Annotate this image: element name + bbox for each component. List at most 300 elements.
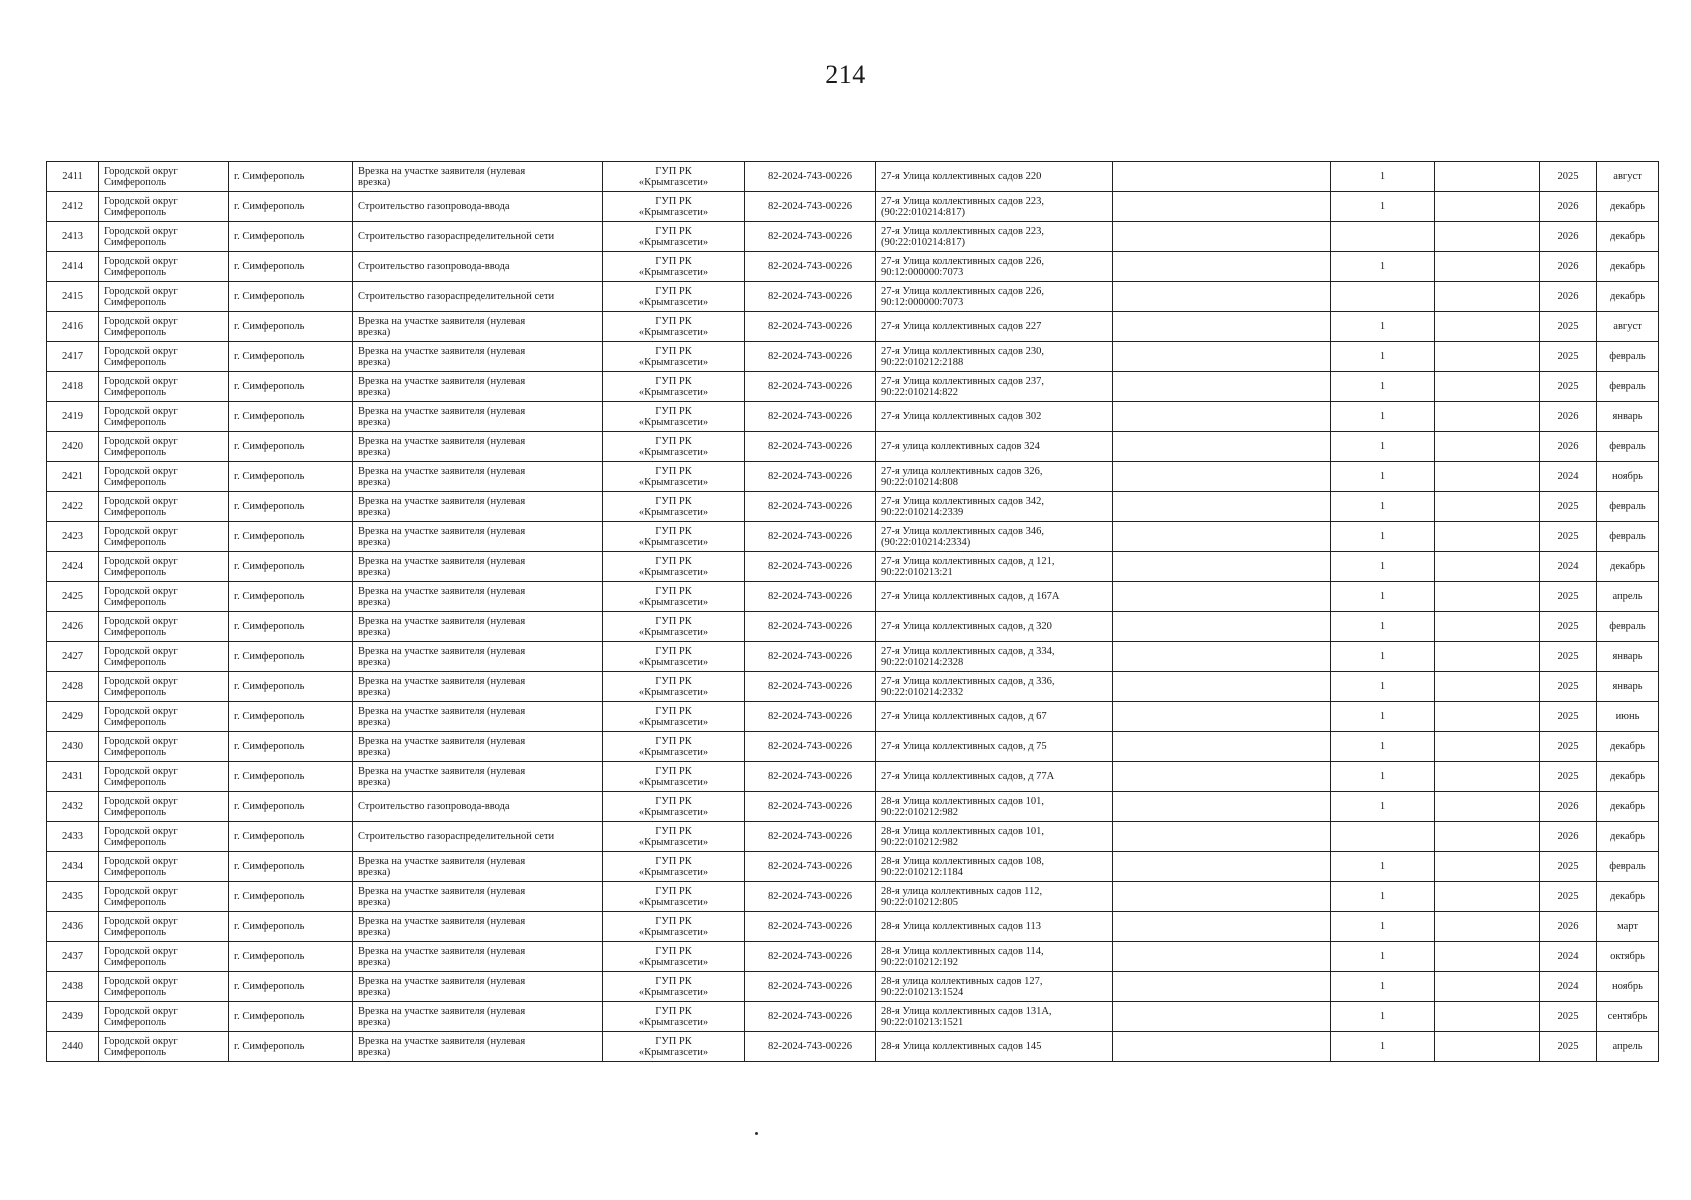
year-cell: 2025 <box>1540 1002 1597 1032</box>
work-type-cell <box>353 252 603 282</box>
address-cell-line: (90:22:010214:2334) <box>881 536 971 548</box>
year-cell: 2025 <box>1540 732 1597 762</box>
row-number-cell: 2423 <box>47 522 99 552</box>
count-cell: 1 <box>1331 1002 1435 1032</box>
district-cell <box>99 402 229 432</box>
organization-cell-line: ГУП РК <box>655 675 692 687</box>
count-cell <box>1331 222 1435 252</box>
work-type-cell-line: Врезка на участке заявителя (нулевая <box>358 915 526 927</box>
organization-cell-line: «Крымгазсети» <box>638 266 709 278</box>
program-code-cell: 82-2024-743-00226 <box>745 882 876 912</box>
year-cell: 2025 <box>1540 162 1597 192</box>
organization-cell-line: ГУП РК <box>655 435 692 447</box>
table-row <box>47 312 1659 342</box>
program-code-cell: 82-2024-743-00226 <box>745 702 876 732</box>
empty-cell <box>1113 612 1331 642</box>
empty-cell <box>1113 882 1331 912</box>
district-cell <box>99 252 229 282</box>
work-type-cell-line: Строительство газораспределительной сети <box>358 831 555 842</box>
address-cell-line: 27-я Улица коллективных садов 223, <box>881 225 1044 237</box>
count-cell: 1 <box>1331 792 1435 822</box>
work-type-cell-line: Врезка на участке заявителя (нулевая <box>358 405 526 417</box>
city-cell: г. Симферополь <box>229 282 353 312</box>
empty-cell <box>1435 252 1540 282</box>
empty-cell <box>1435 612 1540 642</box>
empty-cell <box>1435 162 1540 192</box>
year-cell: 2025 <box>1540 612 1597 642</box>
row-number-cell: 2427 <box>47 642 99 672</box>
organization-cell-line: ГУП РК <box>655 945 692 957</box>
district-cell <box>99 432 229 462</box>
address-cell-line: 90:12:000000:7073 <box>881 296 964 308</box>
table-row <box>47 612 1659 642</box>
organization-cell-line: ГУП РК <box>655 375 692 387</box>
address-cell-line: (90:22:010214:817) <box>881 236 965 248</box>
organization-cell <box>603 1002 745 1032</box>
empty-cell <box>1113 462 1331 492</box>
address-cell-line: 28-я Улица коллективных садов 113 <box>881 921 1041 932</box>
count-cell: 1 <box>1331 342 1435 372</box>
program-code-cell: 82-2024-743-00226 <box>745 642 876 672</box>
organization-cell-line: «Крымгазсети» <box>638 986 709 998</box>
address-cell-line: 27-я Улица коллективных садов 346, <box>881 525 1044 537</box>
work-type-cell-line: врезка) <box>358 356 391 368</box>
year-cell: 2026 <box>1540 432 1597 462</box>
organization-cell-line: ГУП РК <box>655 975 692 987</box>
table-row <box>47 522 1659 552</box>
address-cell <box>876 1032 1113 1062</box>
work-type-cell-line: Строительство газопровода-ввода <box>358 801 510 812</box>
row-number-cell: 2431 <box>47 762 99 792</box>
empty-cell <box>1435 642 1540 672</box>
city-cell: г. Симферополь <box>229 942 353 972</box>
month-cell: август <box>1597 312 1659 342</box>
work-type-cell-line: Строительство газораспределительной сети <box>358 231 555 242</box>
work-type-cell <box>353 732 603 762</box>
district-cell <box>99 732 229 762</box>
city-cell: г. Симферополь <box>229 252 353 282</box>
organization-cell-line: «Крымгазсети» <box>638 566 709 578</box>
work-type-cell <box>353 1032 603 1062</box>
district-cell <box>99 912 229 942</box>
work-type-cell <box>353 822 603 852</box>
empty-cell <box>1435 672 1540 702</box>
work-type-cell-line: врезка) <box>358 176 391 188</box>
year-cell: 2025 <box>1540 342 1597 372</box>
address-cell-line: 28-я Улица коллективных садов 108, <box>881 855 1044 867</box>
organization-cell <box>603 462 745 492</box>
program-code-cell: 82-2024-743-00226 <box>745 312 876 342</box>
organization-cell <box>603 642 745 672</box>
organization-cell <box>603 942 745 972</box>
work-type-cell <box>353 942 603 972</box>
city-cell: г. Симферополь <box>229 792 353 822</box>
table-row <box>47 942 1659 972</box>
count-cell: 1 <box>1331 582 1435 612</box>
work-type-cell-line: Врезка на участке заявителя (нулевая <box>358 525 526 537</box>
address-cell-line: 27-я Улица коллективных садов, д 320 <box>881 621 1052 632</box>
empty-cell <box>1113 672 1331 702</box>
address-cell <box>876 942 1113 972</box>
district-cell-line: Симферополь <box>104 356 166 368</box>
month-cell: апрель <box>1597 582 1659 612</box>
empty-cell <box>1113 912 1331 942</box>
organization-cell-line: ГУП РК <box>655 195 692 207</box>
work-type-cell-line: врезка) <box>358 1046 391 1058</box>
program-code-cell: 82-2024-743-00226 <box>745 852 876 882</box>
work-type-cell-line: врезка) <box>358 866 391 878</box>
month-cell: декабрь <box>1597 732 1659 762</box>
address-cell-line: 90:22:010212:2188 <box>881 356 964 368</box>
city-cell: г. Симферополь <box>229 432 353 462</box>
district-cell-line: Городской округ <box>104 375 178 387</box>
address-cell <box>876 672 1113 702</box>
table-row <box>47 972 1659 1002</box>
table-row <box>47 642 1659 672</box>
program-code-cell: 82-2024-743-00226 <box>745 822 876 852</box>
city-cell: г. Симферополь <box>229 852 353 882</box>
row-number-cell: 2437 <box>47 942 99 972</box>
district-cell-line: Городской округ <box>104 345 178 357</box>
work-type-cell-line: врезка) <box>358 506 391 518</box>
address-cell-line: 27-я Улица коллективных садов, д 121, <box>881 555 1055 567</box>
row-number-cell: 2416 <box>47 312 99 342</box>
district-cell <box>99 222 229 252</box>
district-cell-line: Городской округ <box>104 465 178 477</box>
table-row <box>47 732 1659 762</box>
month-cell: октябрь <box>1597 942 1659 972</box>
address-cell-line: 28-я улица коллективных садов 127, <box>881 975 1043 987</box>
table-row <box>47 282 1659 312</box>
organization-cell <box>603 972 745 1002</box>
work-type-cell <box>353 972 603 1002</box>
address-cell <box>876 1002 1113 1032</box>
district-cell-line: Городской округ <box>104 435 178 447</box>
month-cell: декабрь <box>1597 552 1659 582</box>
program-code-cell: 82-2024-743-00226 <box>745 582 876 612</box>
organization-cell <box>603 402 745 432</box>
work-type-cell <box>353 612 603 642</box>
city-cell: г. Симферополь <box>229 912 353 942</box>
table-row <box>47 672 1659 702</box>
work-type-cell-line: Строительство газораспределительной сети <box>358 291 555 302</box>
program-code-cell: 82-2024-743-00226 <box>745 1002 876 1032</box>
district-cell <box>99 642 229 672</box>
district-cell-line: Симферополь <box>104 566 166 578</box>
city-cell: г. Симферополь <box>229 402 353 432</box>
empty-cell <box>1113 222 1331 252</box>
address-cell-line: 28-я Улица коллективных садов 101, <box>881 795 1044 807</box>
empty-cell <box>1435 372 1540 402</box>
district-cell-line: Симферополь <box>104 266 166 278</box>
organization-cell-line: ГУП РК <box>655 495 692 507</box>
organization-cell <box>603 162 745 192</box>
district-cell-line: Городской округ <box>104 765 178 777</box>
organization-cell-line: ГУП РК <box>655 735 692 747</box>
work-type-cell-line: Врезка на участке заявителя (нулевая <box>358 945 526 957</box>
organization-cell-line: «Крымгазсети» <box>638 956 709 968</box>
row-number-cell: 2430 <box>47 732 99 762</box>
district-cell-line: Симферополь <box>104 776 166 788</box>
work-type-cell-line: врезка) <box>358 536 391 548</box>
district-cell-line: Городской округ <box>104 555 178 567</box>
address-cell-line: 28-я Улица коллективных садов 131А, <box>881 1005 1052 1017</box>
district-cell-line: Симферополь <box>104 746 166 758</box>
organization-cell-line: «Крымгазсети» <box>638 356 709 368</box>
count-cell: 1 <box>1331 462 1435 492</box>
empty-cell <box>1113 762 1331 792</box>
year-cell: 2025 <box>1540 702 1597 732</box>
organization-cell-line: «Крымгазсети» <box>638 326 709 338</box>
work-type-cell-line: Врезка на участке заявителя (нулевая <box>358 975 526 987</box>
district-cell-line: Городской округ <box>104 915 178 927</box>
empty-cell <box>1435 462 1540 492</box>
count-cell: 1 <box>1331 522 1435 552</box>
district-cell-line: Симферополь <box>104 806 166 818</box>
address-cell-line: 90:22:010213:1521 <box>881 1016 964 1028</box>
work-type-cell-line: врезка) <box>358 686 391 698</box>
program-code-cell: 82-2024-743-00226 <box>745 942 876 972</box>
work-type-cell-line: врезка) <box>358 326 391 338</box>
work-type-cell-line: врезка) <box>358 626 391 638</box>
district-cell <box>99 312 229 342</box>
district-cell-line: Городской округ <box>104 705 178 717</box>
count-cell: 1 <box>1331 552 1435 582</box>
work-type-cell-line: Врезка на участке заявителя (нулевая <box>358 735 526 747</box>
work-type-cell-line: врезка) <box>358 1016 391 1028</box>
district-cell-line: Городской округ <box>104 885 178 897</box>
address-cell-line: 27-я улица коллективных садов 326, <box>881 465 1043 477</box>
work-type-cell <box>353 912 603 942</box>
city-cell: г. Симферополь <box>229 582 353 612</box>
district-cell <box>99 762 229 792</box>
empty-cell <box>1113 732 1331 762</box>
district-cell-line: Городской округ <box>104 675 178 687</box>
organization-cell-line: ГУП РК <box>655 885 692 897</box>
work-type-cell <box>353 462 603 492</box>
city-cell: г. Симферополь <box>229 1002 353 1032</box>
table-row <box>47 852 1659 882</box>
work-type-cell-line: Врезка на участке заявителя (нулевая <box>358 855 526 867</box>
district-cell-line: Симферополь <box>104 176 166 188</box>
district-cell <box>99 342 229 372</box>
address-cell-line: 90:12:000000:7073 <box>881 266 964 278</box>
organization-cell-line: ГУП РК <box>655 315 692 327</box>
address-cell-line: 27-я Улица коллективных садов 226, <box>881 285 1044 297</box>
empty-cell <box>1435 432 1540 462</box>
year-cell: 2026 <box>1540 912 1597 942</box>
row-number-cell: 2438 <box>47 972 99 1002</box>
address-cell <box>876 462 1113 492</box>
organization-cell <box>603 282 745 312</box>
count-cell: 1 <box>1331 852 1435 882</box>
organization-cell-line: «Крымгазсети» <box>638 776 709 788</box>
district-cell-line: Городской округ <box>104 795 178 807</box>
district-cell-line: Симферополь <box>104 536 166 548</box>
work-type-cell-line: Врезка на участке заявителя (нулевая <box>358 705 526 717</box>
work-type-cell-line: Врезка на участке заявителя (нулевая <box>358 435 526 447</box>
organization-cell-line: ГУП РК <box>655 345 692 357</box>
work-type-cell <box>353 702 603 732</box>
program-code-cell: 82-2024-743-00226 <box>745 612 876 642</box>
empty-cell <box>1113 1002 1331 1032</box>
month-cell: февраль <box>1597 522 1659 552</box>
city-cell: г. Симферополь <box>229 882 353 912</box>
address-cell-line: (90:22:010214:817) <box>881 206 965 218</box>
address-cell-line: 90:22:010212:1184 <box>881 866 963 878</box>
address-cell <box>876 282 1113 312</box>
district-cell <box>99 492 229 522</box>
year-cell: 2026 <box>1540 822 1597 852</box>
city-cell: г. Симферополь <box>229 522 353 552</box>
organization-cell <box>603 222 745 252</box>
empty-cell <box>1435 312 1540 342</box>
month-cell: ноябрь <box>1597 462 1659 492</box>
empty-cell <box>1113 162 1331 192</box>
address-cell <box>876 522 1113 552</box>
count-cell: 1 <box>1331 732 1435 762</box>
address-cell-line: 90:22:010213:1524 <box>881 986 964 998</box>
scan-mark <box>755 1132 758 1135</box>
work-type-cell <box>353 762 603 792</box>
count-cell <box>1331 822 1435 852</box>
row-number-cell: 2417 <box>47 342 99 372</box>
district-cell-line: Симферополь <box>104 326 166 338</box>
empty-cell <box>1435 942 1540 972</box>
district-cell-line: Городской округ <box>104 195 178 207</box>
registry-table <box>46 161 1659 1062</box>
city-cell: г. Симферополь <box>229 342 353 372</box>
count-cell: 1 <box>1331 192 1435 222</box>
address-cell <box>876 432 1113 462</box>
empty-cell <box>1435 582 1540 612</box>
organization-cell-line: ГУП РК <box>655 1005 692 1017</box>
organization-cell-line: «Крымгазсети» <box>638 746 709 758</box>
row-number-cell: 2426 <box>47 612 99 642</box>
district-cell <box>99 582 229 612</box>
year-cell: 2025 <box>1540 1032 1597 1062</box>
organization-cell <box>603 312 745 342</box>
year-cell: 2025 <box>1540 582 1597 612</box>
district-cell-line: Симферополь <box>104 506 166 518</box>
city-cell: г. Симферополь <box>229 702 353 732</box>
empty-cell <box>1435 852 1540 882</box>
address-cell-line: 27-я Улица коллективных садов, д 67 <box>881 711 1047 722</box>
address-cell-line: 27-я Улица коллективных садов, д 336, <box>881 675 1055 687</box>
address-cell <box>876 372 1113 402</box>
city-cell: г. Симферополь <box>229 1032 353 1062</box>
empty-cell <box>1113 1032 1331 1062</box>
empty-cell <box>1113 312 1331 342</box>
work-type-cell-line: врезка) <box>358 986 391 998</box>
district-cell <box>99 672 229 702</box>
address-cell-line: 90:22:010214:2328 <box>881 656 964 668</box>
count-cell: 1 <box>1331 762 1435 792</box>
month-cell: сентябрь <box>1597 1002 1659 1032</box>
count-cell: 1 <box>1331 492 1435 522</box>
program-code-cell: 82-2024-743-00226 <box>745 192 876 222</box>
district-cell <box>99 702 229 732</box>
program-code-cell: 82-2024-743-00226 <box>745 522 876 552</box>
work-type-cell-line: врезка) <box>358 926 391 938</box>
address-cell <box>876 582 1113 612</box>
work-type-cell <box>353 522 603 552</box>
row-number-cell: 2422 <box>47 492 99 522</box>
work-type-cell-line: врезка) <box>358 716 391 728</box>
organization-cell <box>603 372 745 402</box>
row-number-cell: 2433 <box>47 822 99 852</box>
organization-cell <box>603 852 745 882</box>
organization-cell <box>603 672 745 702</box>
address-cell-line: 27-я Улица коллективных садов 227 <box>881 321 1042 332</box>
table-row <box>47 1032 1659 1062</box>
address-cell <box>876 852 1113 882</box>
organization-cell <box>603 342 745 372</box>
district-cell-line: Симферополь <box>104 386 166 398</box>
empty-cell <box>1435 822 1540 852</box>
district-cell <box>99 942 229 972</box>
year-cell: 2025 <box>1540 642 1597 672</box>
district-cell <box>99 282 229 312</box>
work-type-cell-line: Врезка на участке заявителя (нулевая <box>358 1005 526 1017</box>
address-cell <box>876 162 1113 192</box>
address-cell-line: 28-я Улица коллективных садов 145 <box>881 1041 1042 1052</box>
empty-cell <box>1113 252 1331 282</box>
row-number-cell: 2418 <box>47 372 99 402</box>
work-type-cell-line: врезка) <box>358 656 391 668</box>
work-type-cell-line: Врезка на участке заявителя (нулевая <box>358 465 526 477</box>
year-cell: 2024 <box>1540 972 1597 1002</box>
table-row <box>47 582 1659 612</box>
month-cell: декабрь <box>1597 192 1659 222</box>
work-type-cell <box>353 192 603 222</box>
month-cell: декабрь <box>1597 282 1659 312</box>
district-cell <box>99 522 229 552</box>
program-code-cell: 82-2024-743-00226 <box>745 912 876 942</box>
empty-cell <box>1113 702 1331 732</box>
address-cell-line: 27-я Улица коллективных садов 226, <box>881 255 1044 267</box>
district-cell-line: Городской округ <box>104 495 178 507</box>
district-cell-line: Городской округ <box>104 855 178 867</box>
year-cell: 2024 <box>1540 942 1597 972</box>
empty-cell <box>1113 282 1331 312</box>
city-cell: г. Симферополь <box>229 492 353 522</box>
table-row <box>47 252 1659 282</box>
count-cell: 1 <box>1331 612 1435 642</box>
work-type-cell <box>353 582 603 612</box>
year-cell: 2025 <box>1540 882 1597 912</box>
district-cell <box>99 162 229 192</box>
district-cell <box>99 822 229 852</box>
address-cell-line: 90:22:010212:805 <box>881 896 959 908</box>
row-number-cell: 2435 <box>47 882 99 912</box>
empty-cell <box>1113 342 1331 372</box>
district-cell-line: Городской округ <box>104 975 178 987</box>
count-cell: 1 <box>1331 912 1435 942</box>
empty-cell <box>1113 972 1331 1002</box>
address-cell <box>876 822 1113 852</box>
table-row <box>47 792 1659 822</box>
address-cell <box>876 252 1113 282</box>
empty-cell <box>1435 882 1540 912</box>
row-number-cell: 2412 <box>47 192 99 222</box>
month-cell: декабрь <box>1597 222 1659 252</box>
district-cell-line: Симферополь <box>104 896 166 908</box>
address-cell <box>876 972 1113 1002</box>
count-cell: 1 <box>1331 642 1435 672</box>
work-type-cell-line: Врезка на участке заявителя (нулевая <box>358 165 526 177</box>
page-number: 214 <box>825 60 866 89</box>
